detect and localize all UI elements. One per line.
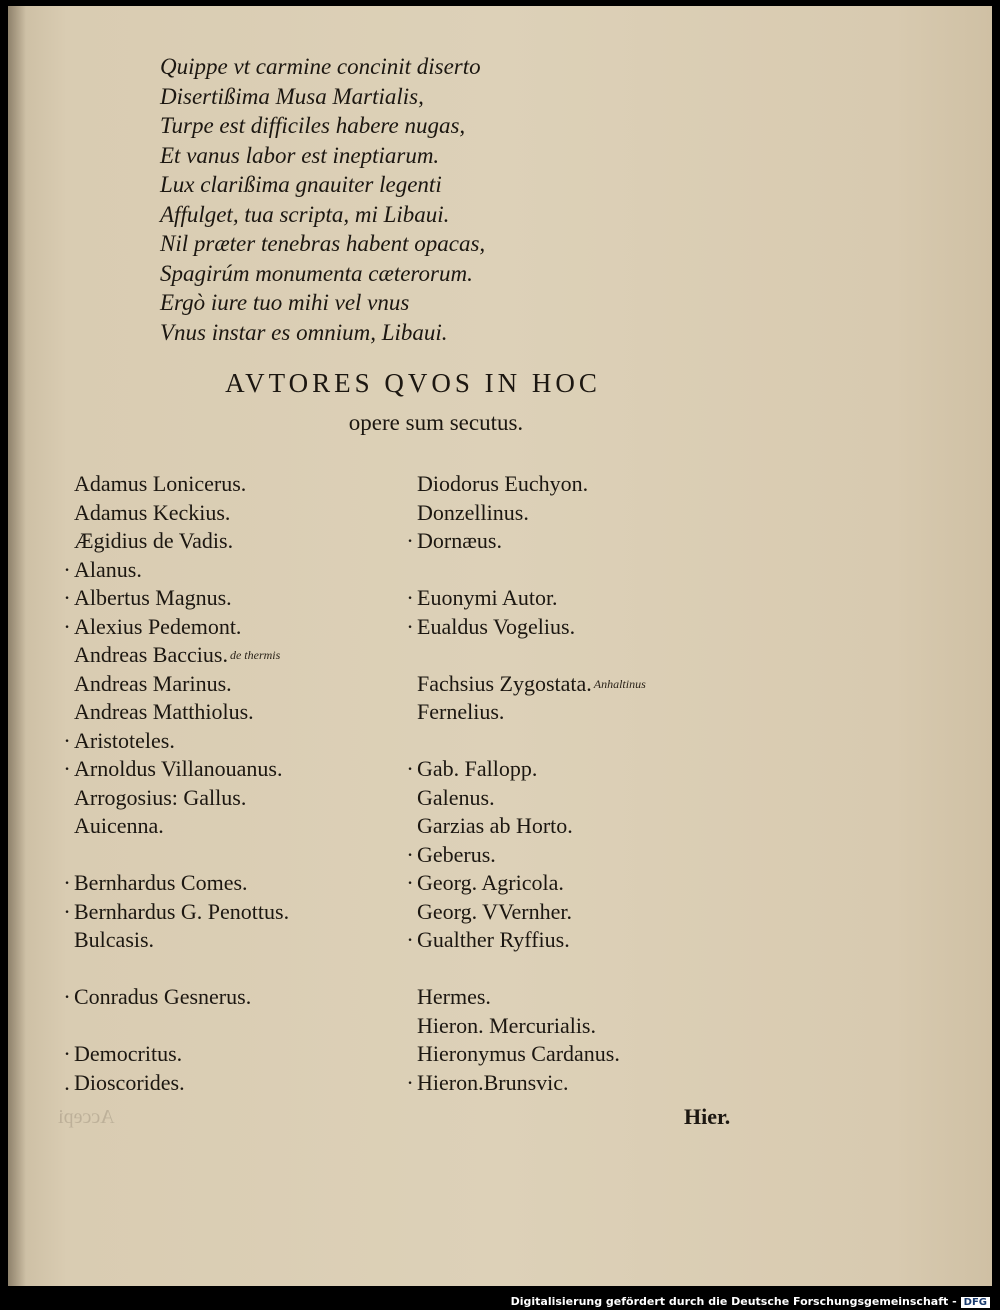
section-subheading: opere sum secutus. — [348, 410, 524, 435]
author-entry — [403, 841, 763, 870]
author-entry — [60, 898, 390, 927]
author-entry — [403, 1012, 763, 1041]
author-name: Andreas Baccius. — [74, 642, 228, 667]
author-entry — [403, 812, 763, 841]
poem-line: Quippe vt carmine concinit diserto — [160, 54, 481, 79]
author-entry — [60, 499, 390, 528]
author-entry — [403, 698, 763, 727]
poem-line: Et vanus labor est ineptiarum. — [160, 142, 440, 168]
author-name: Bernhardus Comes. — [74, 870, 248, 895]
margin-mark: · — [406, 528, 414, 553]
author-entry — [403, 499, 763, 528]
author-entry — [403, 869, 763, 898]
author-name: Hieron.Brunsvic. — [417, 1069, 569, 1095]
author-name: Dornæus. — [417, 528, 502, 553]
author-entry — [403, 898, 763, 927]
author-name: Alexius Pedemont. — [74, 613, 242, 639]
author-entry — [403, 1040, 763, 1069]
digitization-footer — [511, 1295, 990, 1308]
author-entry — [403, 584, 763, 613]
margin-mark: · — [63, 756, 71, 781]
author-name: Andreas Matthiolus. — [74, 699, 254, 724]
poem-line: Turpe est difficiles habere nugas, — [160, 113, 466, 138]
author-entry — [403, 926, 763, 955]
poem-line: Disertißima Musa Martialis, — [160, 83, 424, 109]
author-entry — [60, 812, 390, 841]
author-entry — [403, 784, 763, 813]
author-name: Galenus. — [417, 784, 495, 810]
margin-mark: · — [406, 927, 414, 952]
author-name: Fernelius. — [417, 699, 505, 724]
author-name: Hieron. Mercurialis. — [417, 1012, 596, 1038]
poem-line: Affulget, tua scripta, mi Libaui. — [160, 201, 450, 227]
author-name: Georg. VVernher. — [417, 898, 572, 924]
poem-line: Nil præter tenebras habent opacas, — [160, 231, 486, 256]
list-spacer — [60, 955, 390, 984]
author-name: Arnoldus Villanouanus. — [74, 756, 283, 781]
author-name: Hieronymus Cardanus. — [417, 1041, 620, 1066]
author-name: Garzias ab Horto. — [417, 813, 573, 838]
author-entry — [403, 1069, 763, 1098]
author-name: Eualdus Vogelius. — [417, 613, 576, 639]
handwritten-annotation: de thermis — [229, 648, 281, 662]
author-entry — [403, 670, 763, 699]
author-name: Donzellinus. — [417, 499, 529, 525]
margin-mark: . — [64, 1069, 70, 1095]
author-name: Diodorus Euchyon. — [417, 471, 589, 496]
author-name: Auicenna. — [74, 813, 164, 838]
author-name: Conradus Gesnerus. — [74, 984, 252, 1009]
margin-mark: · — [63, 898, 71, 924]
author-entry — [60, 670, 390, 699]
margin-mark: · — [63, 727, 71, 753]
margin-mark: · — [406, 841, 414, 867]
author-name: Geberus. — [417, 841, 496, 867]
authors-left-column — [60, 470, 390, 1097]
author-entry — [60, 698, 390, 727]
author-entry — [403, 527, 763, 556]
poem-line: Spagirúm monumenta cæterorum. — [160, 260, 473, 286]
list-spacer — [403, 955, 763, 984]
author-entry — [403, 470, 763, 499]
margin-mark: · — [406, 870, 414, 895]
poem-line: Lux clarißima gnauiter legenti — [160, 172, 442, 197]
author-entry — [60, 784, 390, 813]
list-spacer — [403, 641, 763, 670]
margin-mark: · — [63, 1041, 71, 1066]
author-entry — [60, 727, 390, 756]
author-entry — [60, 1069, 390, 1098]
dfg-logo-icon: DFG — [961, 1297, 990, 1308]
author-name: Democritus. — [74, 1041, 183, 1066]
author-name: Georg. Agricola. — [417, 870, 564, 895]
margin-mark: · — [63, 556, 71, 582]
author-name: Hermes. — [417, 984, 491, 1009]
author-name: Andreas Marinus. — [74, 670, 232, 696]
author-name: Adamus Keckius. — [74, 499, 231, 525]
margin-mark: · — [406, 613, 414, 639]
handwritten-annotation: Anhaltinus — [593, 676, 646, 691]
author-name: Euonymi Autor. — [417, 585, 558, 610]
author-entry — [60, 983, 390, 1012]
author-entry — [403, 755, 763, 784]
author-name: Arrogosius: Gallus. — [74, 784, 247, 810]
author-entry — [60, 556, 390, 585]
author-name: Bernhardus G. Penottus. — [74, 898, 290, 924]
margin-mark: · — [63, 585, 71, 610]
author-name: Adamus Lonicerus. — [74, 471, 247, 496]
author-entry — [403, 983, 763, 1012]
list-spacer — [403, 556, 763, 585]
author-name: Aristoteles. — [74, 727, 175, 753]
catchword: Hier. — [684, 1104, 731, 1129]
book-page — [8, 6, 992, 1286]
author-name: Gualther Ryffius. — [417, 927, 570, 952]
bleed-through-text: Accepi — [58, 1106, 115, 1128]
author-entry — [60, 527, 390, 556]
poem-line: Ergò iure tuo mihi vel vnus — [160, 290, 410, 315]
author-entry — [60, 755, 390, 784]
margin-mark: · — [406, 585, 414, 610]
author-entry — [60, 926, 390, 955]
author-name: Fachsius Zygostata. — [417, 670, 592, 696]
margin-mark: · — [406, 1069, 414, 1095]
margin-mark: · — [63, 870, 71, 895]
author-entry — [60, 869, 390, 898]
poem-line: Vnus instar es omnium, Libaui. — [160, 319, 448, 345]
author-entry — [60, 584, 390, 613]
list-spacer — [403, 727, 763, 756]
author-name: Ægidius de Vadis. — [74, 528, 234, 553]
authors-right-column — [403, 470, 763, 1097]
author-name: Alanus. — [74, 556, 142, 582]
author-entry — [60, 641, 390, 670]
author-entry — [60, 470, 390, 499]
author-name: Albertus Magnus. — [74, 585, 232, 610]
section-heading: AVTORES QVOS IN HOC — [225, 368, 601, 398]
author-entry — [60, 1040, 390, 1069]
author-name: Gab. Fallopp. — [417, 756, 538, 781]
margin-mark: · — [406, 756, 414, 781]
margin-mark: · — [63, 984, 71, 1009]
author-entry — [403, 613, 763, 642]
list-spacer — [60, 841, 390, 870]
list-spacer — [60, 1012, 390, 1041]
poem-block — [160, 52, 680, 347]
author-entry — [60, 613, 390, 642]
footer-text: Digitalisierung gefördert durch die Deutsche Forschungsgemeinschaft - — [510, 1295, 957, 1308]
author-name: Dioscorides. — [74, 1069, 185, 1095]
margin-mark: · — [63, 613, 71, 639]
author-name: Bulcasis. — [74, 927, 155, 952]
